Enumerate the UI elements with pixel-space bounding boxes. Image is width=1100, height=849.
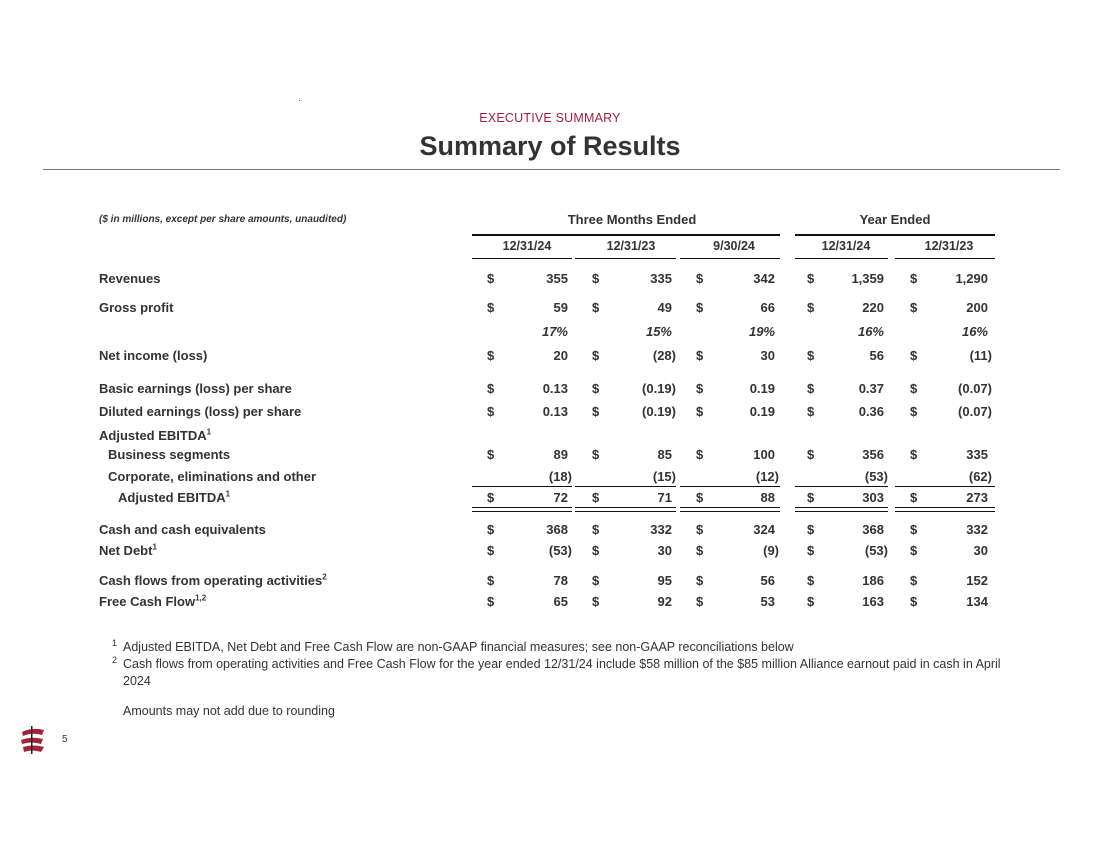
- table-cell: 49: [657, 300, 672, 315]
- footnote-2-number: 2: [112, 655, 118, 665]
- subtotal-rule: [895, 486, 995, 487]
- column-header: 9/30/24: [713, 239, 755, 253]
- group-rule-year: [795, 234, 995, 236]
- row-label-text: Net Debt: [99, 543, 153, 558]
- row-label-text: Adjusted EBITDA: [118, 490, 226, 505]
- currency-symbol: $: [592, 271, 600, 286]
- table-cell: 335: [966, 447, 988, 462]
- table-cell: 88: [760, 490, 775, 505]
- total-double-rule: [895, 507, 995, 512]
- footnote-reference: 1: [206, 427, 212, 437]
- table-cell: 356: [862, 447, 884, 462]
- table-cell: (53): [864, 469, 888, 484]
- table-cell: 92: [657, 594, 672, 609]
- table-cell: 89: [553, 447, 568, 462]
- table-cell: (0.07): [958, 404, 992, 419]
- footnote-reference: 2: [322, 572, 327, 582]
- currency-symbol: $: [910, 348, 918, 363]
- table-cell: 0.13: [542, 404, 568, 419]
- section-kicker: EXECUTIVE SUMMARY: [479, 111, 621, 125]
- table-cell: 95: [657, 573, 672, 588]
- row-label: [99, 543, 157, 558]
- table-cell: 30: [657, 543, 672, 558]
- total-double-rule: [575, 507, 676, 512]
- currency-symbol: $: [696, 271, 704, 286]
- footnote-1: [112, 638, 1003, 656]
- currency-symbol: $: [807, 447, 815, 462]
- table-cell: 200: [966, 300, 988, 315]
- footnote-1-text: Adjusted EBITDA, Net Debt and Free Cash Flow are non-GAAP financial measures; see non-GAAP reconciliations below: [123, 640, 794, 654]
- table-cell: 17%: [541, 324, 568, 339]
- currency-symbol: $: [910, 271, 918, 286]
- page-title: Summary of Results: [419, 131, 681, 161]
- column-header-rule: [472, 258, 572, 259]
- table-cell: (28): [652, 348, 676, 363]
- row-label: [99, 381, 292, 396]
- table-cell: 332: [650, 522, 672, 537]
- table-cell: 65: [553, 594, 568, 609]
- rounding-note: Amounts may not add due to rounding: [123, 704, 335, 718]
- currency-symbol: $: [696, 594, 704, 609]
- row-label-text: Business segments: [108, 447, 231, 462]
- table-cell: 0.19: [749, 404, 775, 419]
- group-header-year: Year Ended: [859, 212, 931, 227]
- currency-symbol: $: [910, 594, 918, 609]
- table-cell: 19%: [748, 324, 775, 339]
- table-cell: (9): [763, 543, 779, 558]
- currency-symbol: $: [696, 490, 704, 505]
- total-double-rule: [795, 507, 888, 512]
- footnote-reference: 1: [152, 542, 157, 552]
- stray-dot: [299, 100, 300, 101]
- footnote-reference: 1: [225, 489, 231, 499]
- row-label-text: Corporate, eliminations and other: [108, 469, 317, 484]
- currency-symbol: $: [592, 522, 600, 537]
- total-double-rule: [680, 507, 780, 512]
- currency-symbol: $: [487, 300, 495, 315]
- table-cell: 71: [657, 490, 672, 505]
- column-header: 12/31/24: [502, 239, 552, 253]
- row-label: [99, 348, 207, 363]
- footnote-1-number: 1: [112, 638, 118, 648]
- table-cell: 186: [862, 573, 884, 588]
- currency-symbol: $: [910, 490, 918, 505]
- currency-symbol: $: [807, 573, 815, 588]
- currency-symbol: $: [807, 300, 815, 315]
- currency-symbol: $: [696, 522, 704, 537]
- currency-symbol: $: [592, 447, 600, 462]
- currency-symbol: $: [807, 348, 815, 363]
- row-label-text: Revenues: [99, 271, 161, 286]
- row-label: [99, 573, 327, 588]
- row-label-text: Net income (loss): [99, 348, 208, 363]
- table-cell: 335: [650, 271, 672, 286]
- table-cell: 163: [862, 594, 884, 609]
- currency-symbol: $: [910, 300, 918, 315]
- table-cell: (11): [969, 348, 992, 363]
- currency-symbol: $: [910, 543, 918, 558]
- table-cell: (62): [968, 469, 992, 484]
- row-label-text: Diluted earnings (loss) per share: [99, 404, 302, 419]
- table-cell: 152: [966, 573, 988, 588]
- total-double-rule: [472, 507, 572, 512]
- table-cell: (15): [652, 469, 676, 484]
- currency-symbol: $: [910, 404, 918, 419]
- table-cell: (0.19): [642, 404, 676, 419]
- table-cell: 134: [966, 594, 988, 609]
- row-label: [108, 447, 230, 462]
- row-label-text: Free Cash Flow: [99, 594, 196, 609]
- currency-symbol: $: [592, 348, 600, 363]
- column-header: 12/31/24: [821, 239, 871, 253]
- row-label: [99, 271, 160, 286]
- table-cell: 303: [862, 490, 884, 505]
- table-cell: (18): [548, 469, 572, 484]
- table-cell: 30: [760, 348, 775, 363]
- table-cell: (12): [755, 469, 779, 484]
- currency-symbol: $: [807, 271, 815, 286]
- currency-symbol: $: [696, 447, 704, 462]
- row-label: [118, 490, 230, 505]
- currency-symbol: $: [592, 404, 600, 419]
- currency-symbol: $: [592, 381, 600, 396]
- currency-symbol: $: [592, 573, 600, 588]
- table-cell: 85: [657, 447, 672, 462]
- table-cell: 20: [553, 348, 568, 363]
- currency-symbol: $: [487, 543, 495, 558]
- table-cell: 355: [546, 271, 568, 286]
- table-cell: 0.37: [858, 381, 884, 396]
- column-header-rule: [680, 258, 780, 259]
- currency-symbol: $: [910, 522, 918, 537]
- currency-symbol: $: [807, 404, 815, 419]
- column-header-rule: [575, 258, 676, 259]
- table-cell: 0.19: [749, 381, 775, 396]
- company-logo-icon: [18, 725, 46, 755]
- table-cell: 66: [760, 300, 775, 315]
- currency-symbol: $: [487, 381, 495, 396]
- row-label: [99, 404, 301, 419]
- currency-symbol: $: [696, 543, 704, 558]
- currency-symbol: $: [807, 522, 815, 537]
- currency-symbol: $: [696, 348, 704, 363]
- currency-symbol: $: [487, 573, 495, 588]
- table-cell: 16%: [961, 324, 988, 339]
- row-label: [99, 428, 211, 443]
- units-note: ($ in millions, except per share amounts, unaudited): [99, 214, 347, 225]
- row-label: [99, 522, 266, 537]
- table-cell: (53): [548, 543, 572, 558]
- table-cell: 1,359: [851, 271, 884, 286]
- subtotal-rule: [680, 486, 780, 487]
- currency-symbol: $: [696, 573, 704, 588]
- table-cell: 0.36: [858, 404, 884, 419]
- page-number: 5: [62, 734, 68, 745]
- table-cell: 100: [753, 447, 775, 462]
- table-cell: 72: [553, 490, 568, 505]
- subtotal-rule: [575, 486, 676, 487]
- currency-symbol: $: [696, 404, 704, 419]
- table-cell: 78: [553, 573, 568, 588]
- row-label-text: Adjusted EBITDA: [99, 428, 207, 443]
- table-cell: 56: [760, 573, 775, 588]
- table-cell: 0.13: [542, 381, 568, 396]
- group-header-three-months: Three Months Ended: [567, 212, 697, 227]
- row-label: [108, 469, 316, 484]
- row-label-text: Cash and cash equivalents: [99, 522, 266, 537]
- row-label: [99, 594, 206, 609]
- currency-symbol: $: [807, 543, 815, 558]
- table-cell: 56: [869, 348, 884, 363]
- table-cell: 53: [760, 594, 775, 609]
- table-cell: (0.19): [642, 381, 676, 396]
- currency-symbol: $: [807, 490, 815, 505]
- row-label-text: Basic earnings (loss) per share: [99, 381, 292, 396]
- currency-symbol: $: [910, 573, 918, 588]
- table-cell: (53): [864, 543, 888, 558]
- subtotal-rule: [472, 486, 572, 487]
- table-cell: 220: [862, 300, 884, 315]
- currency-symbol: $: [696, 381, 704, 396]
- row-label-text: Gross profit: [99, 300, 174, 315]
- group-rule-three-months: [472, 234, 780, 236]
- currency-symbol: $: [487, 594, 495, 609]
- row-label-text: Cash flows from operating activities: [99, 573, 323, 588]
- table-cell: 368: [546, 522, 568, 537]
- table-cell: 16%: [857, 324, 884, 339]
- table-cell: 332: [966, 522, 988, 537]
- table-cell: 1,290: [955, 271, 988, 286]
- currency-symbol: $: [807, 381, 815, 396]
- row-label: [99, 300, 173, 315]
- table-cell: 30: [973, 543, 988, 558]
- table-cell: 15%: [645, 324, 672, 339]
- currency-symbol: $: [487, 404, 495, 419]
- table-cell: 273: [966, 490, 988, 505]
- currency-symbol: $: [592, 300, 600, 315]
- currency-symbol: $: [592, 490, 600, 505]
- subtotal-rule: [795, 486, 888, 487]
- column-header-rule: [895, 258, 995, 259]
- title-divider: [43, 169, 1060, 170]
- currency-symbol: $: [487, 490, 495, 505]
- table-cell: 59: [553, 300, 568, 315]
- currency-symbol: $: [910, 447, 918, 462]
- currency-symbol: $: [696, 300, 704, 315]
- currency-symbol: $: [910, 381, 918, 396]
- column-header: 12/31/23: [606, 239, 656, 253]
- currency-symbol: $: [592, 594, 600, 609]
- table-cell: 324: [753, 522, 775, 537]
- currency-symbol: $: [487, 271, 495, 286]
- currency-symbol: $: [487, 348, 495, 363]
- column-header: 12/31/23: [924, 239, 974, 253]
- table-cell: 342: [753, 271, 775, 286]
- footnote-reference: 1,2: [195, 593, 207, 603]
- currency-symbol: $: [807, 594, 815, 609]
- column-header-rule: [795, 258, 888, 259]
- currency-symbol: $: [487, 447, 495, 462]
- footnote-2: [112, 655, 1003, 690]
- currency-symbol: $: [592, 543, 600, 558]
- currency-symbol: $: [487, 522, 495, 537]
- footnote-2-text: Cash flows from operating activities and Free Cash Flow for the year ended 12/31/24 include $58 million of the $85 million Alliance earnout paid in cash in April 2024: [123, 657, 1001, 688]
- table-cell: 368: [862, 522, 884, 537]
- table-cell: (0.07): [958, 381, 992, 396]
